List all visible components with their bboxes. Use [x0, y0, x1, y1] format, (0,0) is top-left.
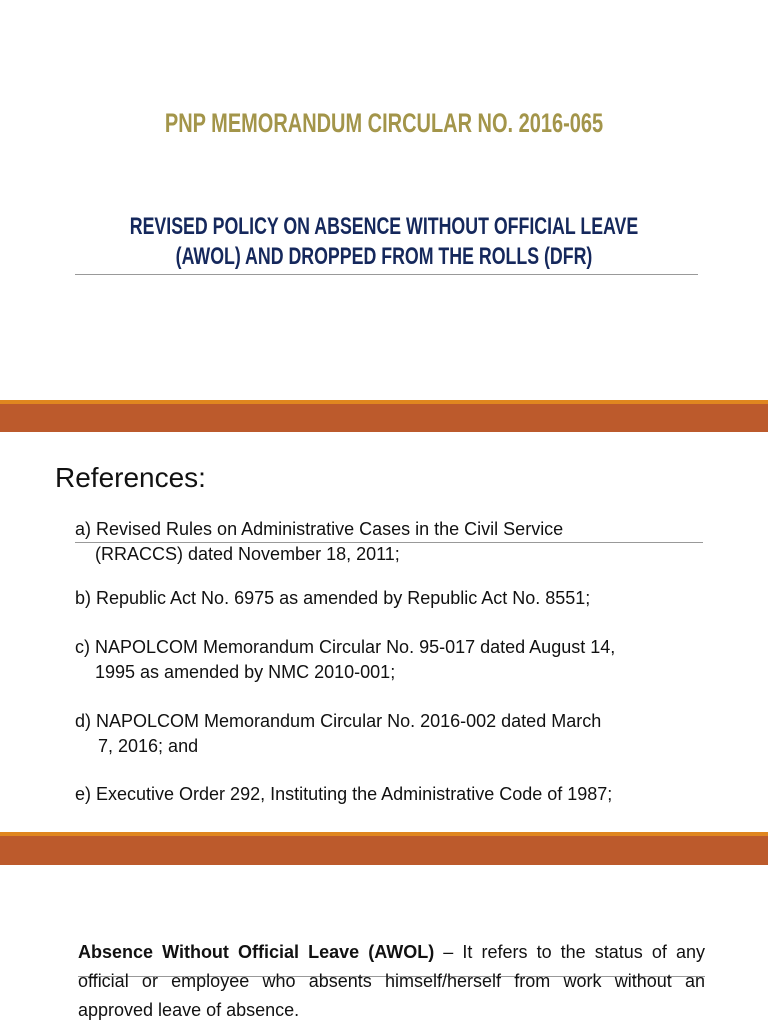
awol-definition-text: – It refers to the status of any official or employee who absents himself/herself from work without an approved leave of absence.: [78, 942, 706, 1020]
awol-term: Absence Without Official Leave (AWOL): [78, 942, 435, 962]
reference-d-line1: d) NAPOLCOM Memorandum Circular No. 2016-002 dated March: [75, 711, 602, 731]
memo-subtitle-line1: REVISED POLICY ON ABSENCE WITHOUT OFFICIAL LEAVE: [129, 213, 639, 240]
reference-b: b) Republic Act No. 6975 as amended by Republic Act No. 8551;: [75, 588, 591, 608]
awol-definition: [78, 938, 705, 1025]
references-heading: References:: [55, 462, 206, 493]
reference-c-line2: 1995 as amended by NMC 2010-001;: [95, 662, 396, 682]
memo-title: PNP MEMORANDUM CIRCULAR NO. 2016-065: [164, 108, 604, 138]
reference-a-line2: (RRACCS) dated November 18, 2011;: [95, 544, 400, 564]
reference-d-line2: 7, 2016; and: [98, 736, 199, 756]
slide-separator-band: [0, 832, 768, 865]
reference-c-line1: c) NAPOLCOM Memorandum Circular No. 95-017 dated August 14,: [75, 637, 616, 657]
reference-e: e) Executive Order 292, Instituting the Administrative Code of 1987;: [75, 784, 613, 804]
reference-a-line1: a) Revised Rules on Administrative Cases in the Civil Service: [75, 519, 564, 539]
slide-separator-band: [0, 400, 768, 432]
title-divider: [75, 274, 698, 275]
memo-subtitle-line2: (AWOL) AND DROPPED FROM THE ROLLS (DFR): [175, 243, 593, 270]
